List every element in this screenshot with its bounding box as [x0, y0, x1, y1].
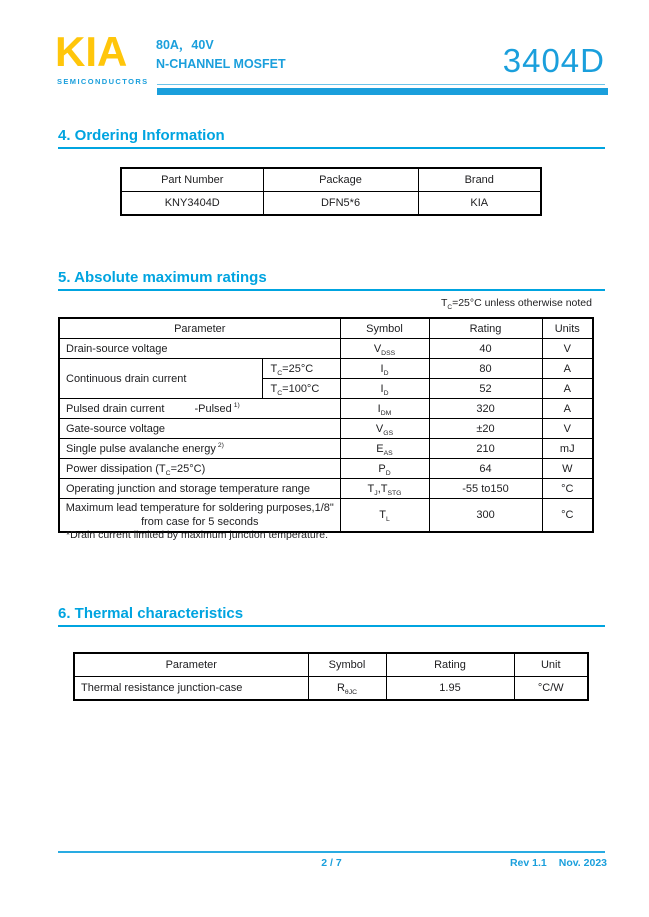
rating-id-25: 80: [429, 359, 542, 379]
abs-max-col-rating: Rating: [429, 318, 542, 339]
symbol-vdss: $V_{DSS}$: [340, 339, 429, 359]
unit-pd: W: [542, 459, 593, 479]
footer-date: Nov. 2023: [558, 857, 607, 869]
ordering-col-part-number: Part Number: [121, 168, 263, 192]
section-rule-abs-max: [58, 289, 605, 291]
abs-max-col-parameter: Parameter: [59, 318, 340, 339]
symbol-rthjc: $R_{\theta JC}$: [308, 677, 386, 701]
row-junction-storage-temp: [59, 479, 593, 499]
device-spec: [156, 36, 286, 74]
thermal-table: [73, 652, 589, 701]
unit-id-25: A: [542, 359, 593, 379]
param-thermal-resistance: Thermal resistance junction-case: [74, 677, 308, 701]
param-junction-storage-temp: Operating junction and storage temperature range: [59, 479, 340, 499]
row-power-dissipation: [59, 459, 593, 479]
symbol-tj-tstg: $T_J,T_{STG}$: [340, 479, 429, 499]
unit-tj-tstg: °C: [542, 479, 593, 499]
symbol-pd: $P_D$: [340, 459, 429, 479]
ordering-col-brand: Brand: [418, 168, 541, 192]
rating-eas: 210: [429, 439, 542, 459]
section-title-abs-max: 5. Absolute maximum ratings: [58, 269, 267, 286]
footer-rev-label: Rev 1.1: [509, 857, 547, 869]
row-gate-source-voltage: [59, 419, 593, 439]
ordering-part-number: KNY3404D: [121, 192, 263, 216]
spec-line-current-voltage: 80A，40V: [156, 38, 214, 52]
thermal-col-symbol: Symbol: [308, 653, 386, 677]
unit-idm: A: [542, 399, 593, 419]
section-rule-ordering: [58, 147, 605, 149]
unit-eas: mJ: [542, 439, 593, 459]
row-drain-source-voltage: [59, 339, 593, 359]
ordering-data-row: [121, 192, 541, 216]
ordering-col-package: Package: [263, 168, 418, 192]
symbol-id-25: $I_D$: [340, 359, 429, 379]
thermal-col-unit: Unit: [514, 653, 588, 677]
param-gate-source-voltage: Gate-source voltage: [59, 419, 340, 439]
abs-max-header-row: [59, 318, 593, 339]
rating-idm: 320: [429, 399, 542, 419]
symbol-vgs: $V_{GS}$: [340, 419, 429, 439]
rating-vgs: ±20: [429, 419, 542, 439]
footer-revision: [510, 857, 607, 869]
section-rule-thermal: [58, 625, 605, 627]
part-number-title: 3404D: [502, 42, 605, 79]
condition-tc-100: $T_C=100^\circ C$: [262, 379, 340, 399]
rating-tl: 300: [429, 499, 542, 533]
header-rule-thin: [157, 84, 605, 85]
abs-max-table: [58, 317, 594, 533]
footer-page-number: 2 / 7: [321, 857, 342, 869]
thermal-header-row: [74, 653, 588, 677]
row-lead-temperature: [59, 499, 593, 533]
param-avalanche-energy: Single pulse avalanche energy $^{2)}$: [59, 439, 340, 459]
symbol-eas: $E_{AS}$: [340, 439, 429, 459]
ordering-package: DFN5*6: [263, 192, 418, 216]
param-drain-source-voltage: Drain-source voltage: [59, 339, 340, 359]
thermal-col-parameter: Parameter: [74, 653, 308, 677]
thermal-col-rating: Rating: [386, 653, 514, 677]
param-power-dissipation: Power dissipation $(T_C=25^\circ C)$: [59, 459, 340, 479]
ordering-table: [120, 167, 542, 216]
param-pulsed-drain-current: Pulsed drain current -Pulsed $^{1)}$: [59, 399, 340, 419]
param-continuous-drain-current: Continuous drain current: [59, 359, 262, 399]
ordering-header-row: [121, 168, 541, 192]
section-title-ordering: 4. Ordering Information: [58, 127, 225, 144]
rating-rthjc: 1.95: [386, 677, 514, 701]
abs-max-footnote: *Drain current limited by maximum junction temperature.: [66, 529, 329, 541]
symbol-tl: $T_L$: [340, 499, 429, 533]
param-lead-temperature: Maximum lead temperature for soldering purposes,1/8" from case for 5 seconds: [59, 499, 340, 533]
spec-line-channel-type: N-CHANNEL MOSFET: [156, 57, 286, 71]
row-thermal-resistance: [74, 677, 588, 701]
unit-vdss: V: [542, 339, 593, 359]
row-single-pulse-avalanche-energy: [59, 439, 593, 459]
symbol-id-100: $I_D$: [340, 379, 429, 399]
unit-id-100: A: [542, 379, 593, 399]
rating-tj-tstg: -55 to150: [429, 479, 542, 499]
abs-max-col-units: Units: [542, 318, 593, 339]
row-pulsed-drain-current: [59, 399, 593, 419]
unit-rthjc: °C/W: [514, 677, 588, 701]
condition-tc-25: $T_C=25^\circ C$: [262, 359, 340, 379]
kia-logo: KIA: [55, 28, 128, 75]
unit-tl: °C: [542, 499, 593, 533]
row-continuous-drain-current-25c: [59, 359, 593, 379]
rating-vdss: 40: [429, 339, 542, 359]
section-title-thermal: 6. Thermal characteristics: [58, 605, 244, 622]
kia-logo-subtitle: SEMICONDUCTORS: [57, 77, 149, 86]
header-rule-thick: [157, 88, 608, 95]
rating-id-100: 52: [429, 379, 542, 399]
ordering-brand: KIA: [418, 192, 541, 216]
footer-rule: [58, 851, 605, 853]
symbol-idm: $I_{DM}$: [340, 399, 429, 419]
abs-max-condition-note: $T_C=25^\circ C$ unless otherwise noted: [440, 297, 592, 312]
unit-vgs: V: [542, 419, 593, 439]
abs-max-col-symbol: Symbol: [340, 318, 429, 339]
rating-pd: 64: [429, 459, 542, 479]
